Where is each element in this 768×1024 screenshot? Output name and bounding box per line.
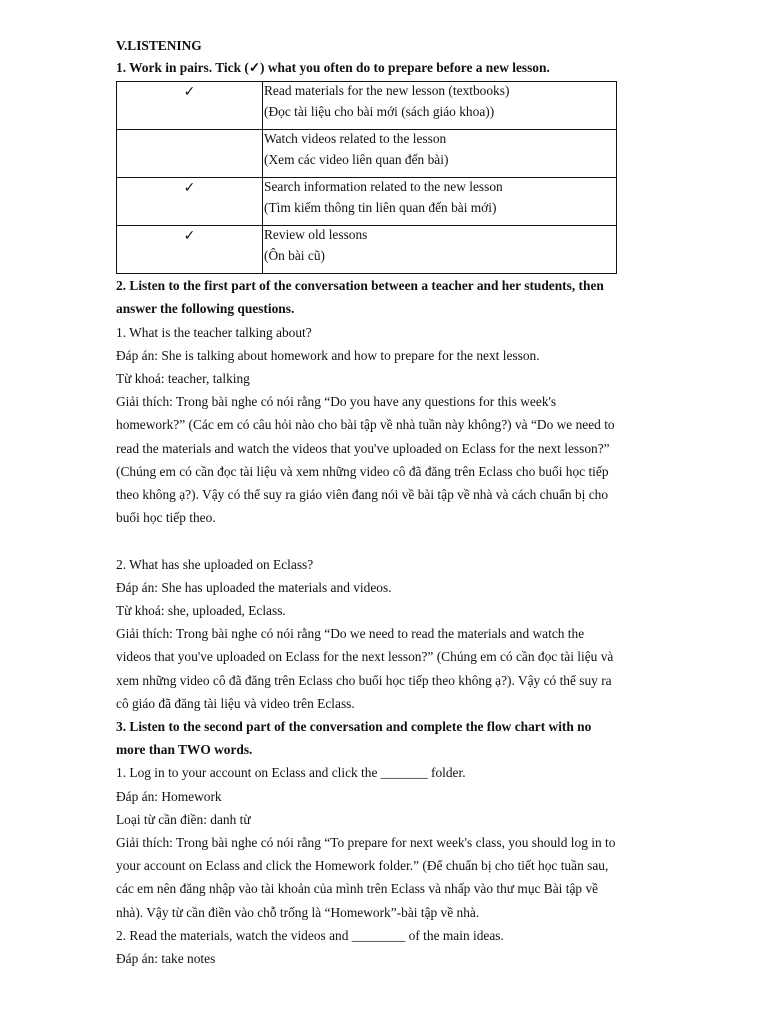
explanation-line: nhà). Vậy từ cần điền vào chỗ trống là “Homework”-bài tập về nhà. bbox=[116, 904, 480, 920]
exercise2-q2-answer: Đáp án: She has uploaded the materials and videos. bbox=[116, 579, 392, 595]
exercise2-title-line1: 2. Listen to the first part of the conversation between a teacher and her students, then bbox=[116, 278, 604, 294]
tick-table bbox=[116, 81, 617, 274]
exercise2-title-line2: answer the following questions. bbox=[116, 301, 295, 317]
tick-cell[interactable] bbox=[117, 130, 263, 178]
activity-cell bbox=[263, 130, 617, 178]
explanation-line: (Chúng em có cần đọc tài liệu và xem những video cô đã đăng trên Eclass cho buổi học tiếp bbox=[116, 463, 609, 479]
section-title: V.LISTENING bbox=[116, 38, 202, 53]
exercise2-q2-keywords: Từ khoá: she, uploaded, Eclass. bbox=[116, 603, 286, 619]
explanation-line: Giải thích: Trong bài nghe có nói rằng “Do we need to read the materials and watch the bbox=[116, 626, 585, 642]
exercise3-q2-answer: Đáp án: take notes bbox=[116, 951, 216, 967]
activity-english: Read materials for the new lesson (textbooks) bbox=[264, 83, 510, 99]
table-row bbox=[117, 226, 617, 274]
activity-vietnamese: (Xem các video liên quan đến bài) bbox=[264, 152, 449, 168]
activity-english: Search information related to the new lesson bbox=[264, 179, 503, 195]
document-page bbox=[116, 36, 656, 970]
explanation-line: Giải thích: Trong bài nghe có nói rằng “To prepare for next week's class, you should log in to bbox=[116, 835, 616, 851]
explanation-line: cô giáo đã đăng tài liệu và video trên Eclass. bbox=[116, 695, 355, 711]
explanation-line: your account on Eclass and click the Homework folder.” (Để chuẩn bị cho tiết học tuần sau, bbox=[116, 858, 609, 874]
activity-cell bbox=[263, 178, 617, 226]
activity-cell bbox=[263, 82, 617, 130]
explanation-line: xem những video cô đã đăng trên Eclass cho buổi học tiếp theo không ạ?). Vậy có thể suy ra bbox=[116, 672, 612, 688]
activity-vietnamese: (Tìm kiếm thông tin liên quan đến bài mới) bbox=[264, 200, 497, 216]
table-row bbox=[117, 130, 617, 178]
table-row bbox=[117, 178, 617, 226]
exercise3-title-line2: more than TWO words. bbox=[116, 742, 253, 758]
explanation-line: các em nên đăng nhập vào tài khoản của mình trên Eclass và nhấp vào thư mục Bài tập về bbox=[116, 881, 599, 897]
exercise3-q1-word-type: Loại từ cần điền: danh từ bbox=[116, 811, 251, 827]
blank-spacer bbox=[116, 529, 656, 552]
explanation-line: homework?” (Các em có câu hỏi nào cho bài tập về nhà tuần này không?) và “Do we need to bbox=[116, 417, 615, 433]
exercise3-q2-question: 2. Read the materials, watch the videos and ________ of the main ideas. bbox=[116, 927, 504, 943]
explanation-line: videos that you've uploaded on Eclass for the next lesson?” (Chúng em có cần đọc tài liệu và bbox=[116, 649, 614, 665]
tick-cell[interactable]: ✓ bbox=[117, 178, 263, 226]
explanation-line: Giải thích: Trong bài nghe có nói rằng “Do you have any questions for this week's bbox=[116, 394, 557, 410]
exercise2-q1-keywords: Từ khoá: teacher, talking bbox=[116, 371, 250, 387]
activity-vietnamese: (Đọc tài liệu cho bài mới (sách giáo khoa)) bbox=[264, 104, 495, 120]
table-row bbox=[117, 82, 617, 130]
explanation-line: read the materials and watch the videos that you've uploaded on Eclass for the next lesson?” bbox=[116, 440, 610, 456]
explanation-line: theo không ạ?). Vậy có thể suy ra giáo viên đang nói về bài tập về nhà và cách chuẩn bị cho bbox=[116, 487, 609, 503]
explanation-line: buổi học tiếp theo. bbox=[116, 510, 216, 526]
exercise3-title-line1: 3. Listen to the second part of the conversation and complete the flow chart with no bbox=[116, 719, 592, 735]
activity-cell bbox=[263, 226, 617, 274]
exercise2-q1-answer: Đáp án: She is talking about homework and how to prepare for the next lesson. bbox=[116, 347, 540, 363]
activity-english: Watch videos related to the lesson bbox=[264, 131, 447, 147]
exercise2-q2-question: 2. What has she uploaded on Eclass? bbox=[116, 556, 314, 572]
exercise3-q1-answer: Đáp án: Homework bbox=[116, 788, 222, 804]
tick-cell[interactable]: ✓ bbox=[117, 226, 263, 274]
activity-english: Review old lessons bbox=[264, 227, 368, 243]
tick-cell[interactable]: ✓ bbox=[117, 82, 263, 130]
exercise2-q1-question: 1. What is the teacher talking about? bbox=[116, 324, 312, 340]
activity-vietnamese: (Ôn bài cũ) bbox=[264, 248, 325, 264]
exercise3-q1-question: 1. Log in to your account on Eclass and click the _______ folder. bbox=[116, 765, 466, 781]
exercise1-title: 1. Work in pairs. Tick (✓) what you often do to prepare before a new lesson. bbox=[116, 60, 550, 75]
